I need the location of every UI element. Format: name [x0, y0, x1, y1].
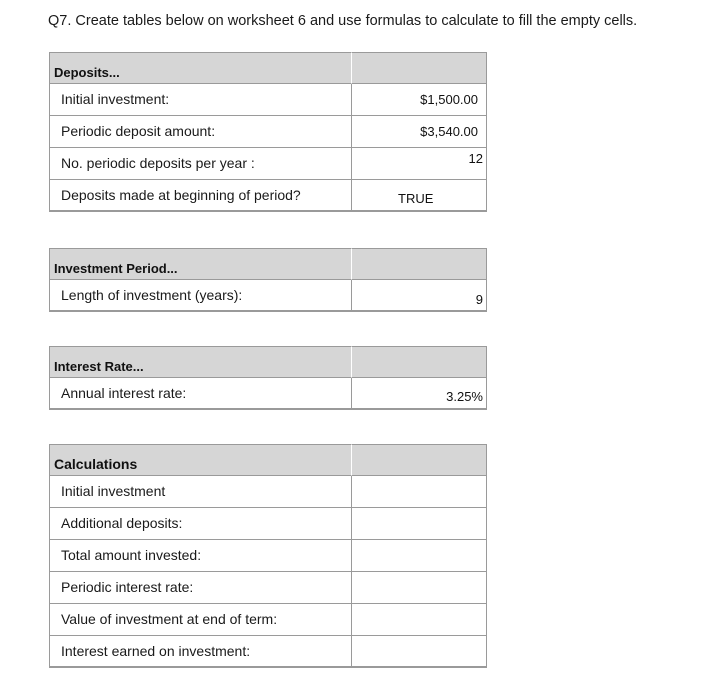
- calc-initial-investment-label: Initial investment: [61, 483, 166, 499]
- investment-period-table: [49, 248, 487, 312]
- table-row: [49, 148, 487, 180]
- value-cell[interactable]: [352, 476, 487, 508]
- value-cell[interactable]: [352, 508, 487, 540]
- table-row: [49, 84, 487, 116]
- periodic-deposit-label: Periodic deposit amount:: [61, 123, 216, 139]
- label-cell[interactable]: [49, 280, 352, 312]
- value-cell[interactable]: [352, 116, 487, 148]
- label-cell[interactable]: [49, 378, 352, 410]
- deposits-header-label: Deposits...: [54, 65, 120, 80]
- table-row: [49, 280, 487, 312]
- label-cell[interactable]: [49, 116, 352, 148]
- calculations-header-cell[interactable]: [49, 444, 352, 476]
- question-text: Q7. Create tables below on worksheet 6 and use formulas to calculate to fill the empty cells.: [48, 13, 638, 29]
- table-row: [49, 636, 487, 668]
- label-cell[interactable]: [49, 636, 352, 668]
- label-cell[interactable]: [49, 148, 352, 180]
- value-cell[interactable]: [352, 572, 487, 604]
- periodic-deposit-value: $3,540.00: [420, 124, 478, 139]
- investment-period-header-value-cell[interactable]: [352, 248, 487, 280]
- label-cell[interactable]: [49, 540, 352, 572]
- calc-additional-deposits-label: Additional deposits:: [61, 515, 183, 531]
- deposits-header-row: [49, 52, 487, 84]
- interest-rate-header-label: Interest Rate...: [54, 359, 144, 374]
- deposits-beginning-value: TRUE: [398, 191, 434, 206]
- table-row: [49, 180, 487, 212]
- length-of-investment-label: Length of investment (years):: [61, 287, 243, 303]
- table-row: [49, 508, 487, 540]
- calc-total-invested-label: Total amount invested:: [61, 547, 202, 563]
- table-row: [49, 476, 487, 508]
- value-cell[interactable]: [352, 180, 487, 212]
- calculations-header-label: Calculations: [54, 456, 138, 472]
- label-cell[interactable]: [49, 180, 352, 212]
- calc-interest-earned-label: Interest earned on investment:: [61, 643, 251, 659]
- initial-investment-value: $1,500.00: [420, 92, 478, 107]
- table-row: [49, 378, 487, 410]
- annual-interest-rate-label: Annual interest rate:: [61, 385, 187, 401]
- value-cell[interactable]: [352, 540, 487, 572]
- interest-rate-header-row: [49, 346, 487, 378]
- investment-period-header-cell[interactable]: [49, 248, 352, 280]
- length-of-investment-value: 9: [475, 292, 483, 307]
- calc-value-end-term-label: Value of investment at end of term:: [61, 611, 278, 627]
- interest-rate-header-cell[interactable]: [49, 346, 352, 378]
- deposits-table: [49, 52, 487, 212]
- value-cell[interactable]: [352, 378, 487, 410]
- label-cell[interactable]: [49, 604, 352, 636]
- deposits-beginning-label: Deposits made at beginning of period?: [61, 187, 301, 203]
- value-cell[interactable]: [352, 604, 487, 636]
- investment-period-header-row: [49, 248, 487, 280]
- initial-investment-label: Initial investment:: [61, 91, 170, 107]
- label-cell[interactable]: [49, 572, 352, 604]
- calculations-header-row: [49, 444, 487, 476]
- value-cell[interactable]: [352, 636, 487, 668]
- deposits-header-value-cell[interactable]: [352, 52, 487, 84]
- deposits-per-year-value: 12: [468, 151, 483, 166]
- value-cell[interactable]: [352, 148, 487, 180]
- label-cell[interactable]: [49, 84, 352, 116]
- interest-rate-header-value-cell[interactable]: [352, 346, 487, 378]
- calculations-table: [49, 444, 487, 668]
- label-cell[interactable]: [49, 476, 352, 508]
- table-row: [49, 604, 487, 636]
- deposits-header-cell[interactable]: [49, 52, 352, 84]
- table-row: [49, 540, 487, 572]
- interest-rate-table: [49, 346, 487, 410]
- table-row: [49, 116, 487, 148]
- deposits-per-year-label: No. periodic deposits per year :: [61, 155, 255, 171]
- annual-interest-rate-value: 3.25%: [446, 389, 483, 404]
- value-cell[interactable]: [352, 84, 487, 116]
- calc-periodic-rate-label: Periodic interest rate:: [61, 579, 194, 595]
- value-cell[interactable]: [352, 280, 487, 312]
- table-row: [49, 572, 487, 604]
- calculations-header-value-cell[interactable]: [352, 444, 487, 476]
- label-cell[interactable]: [49, 508, 352, 540]
- investment-period-header-label: Investment Period...: [54, 261, 178, 276]
